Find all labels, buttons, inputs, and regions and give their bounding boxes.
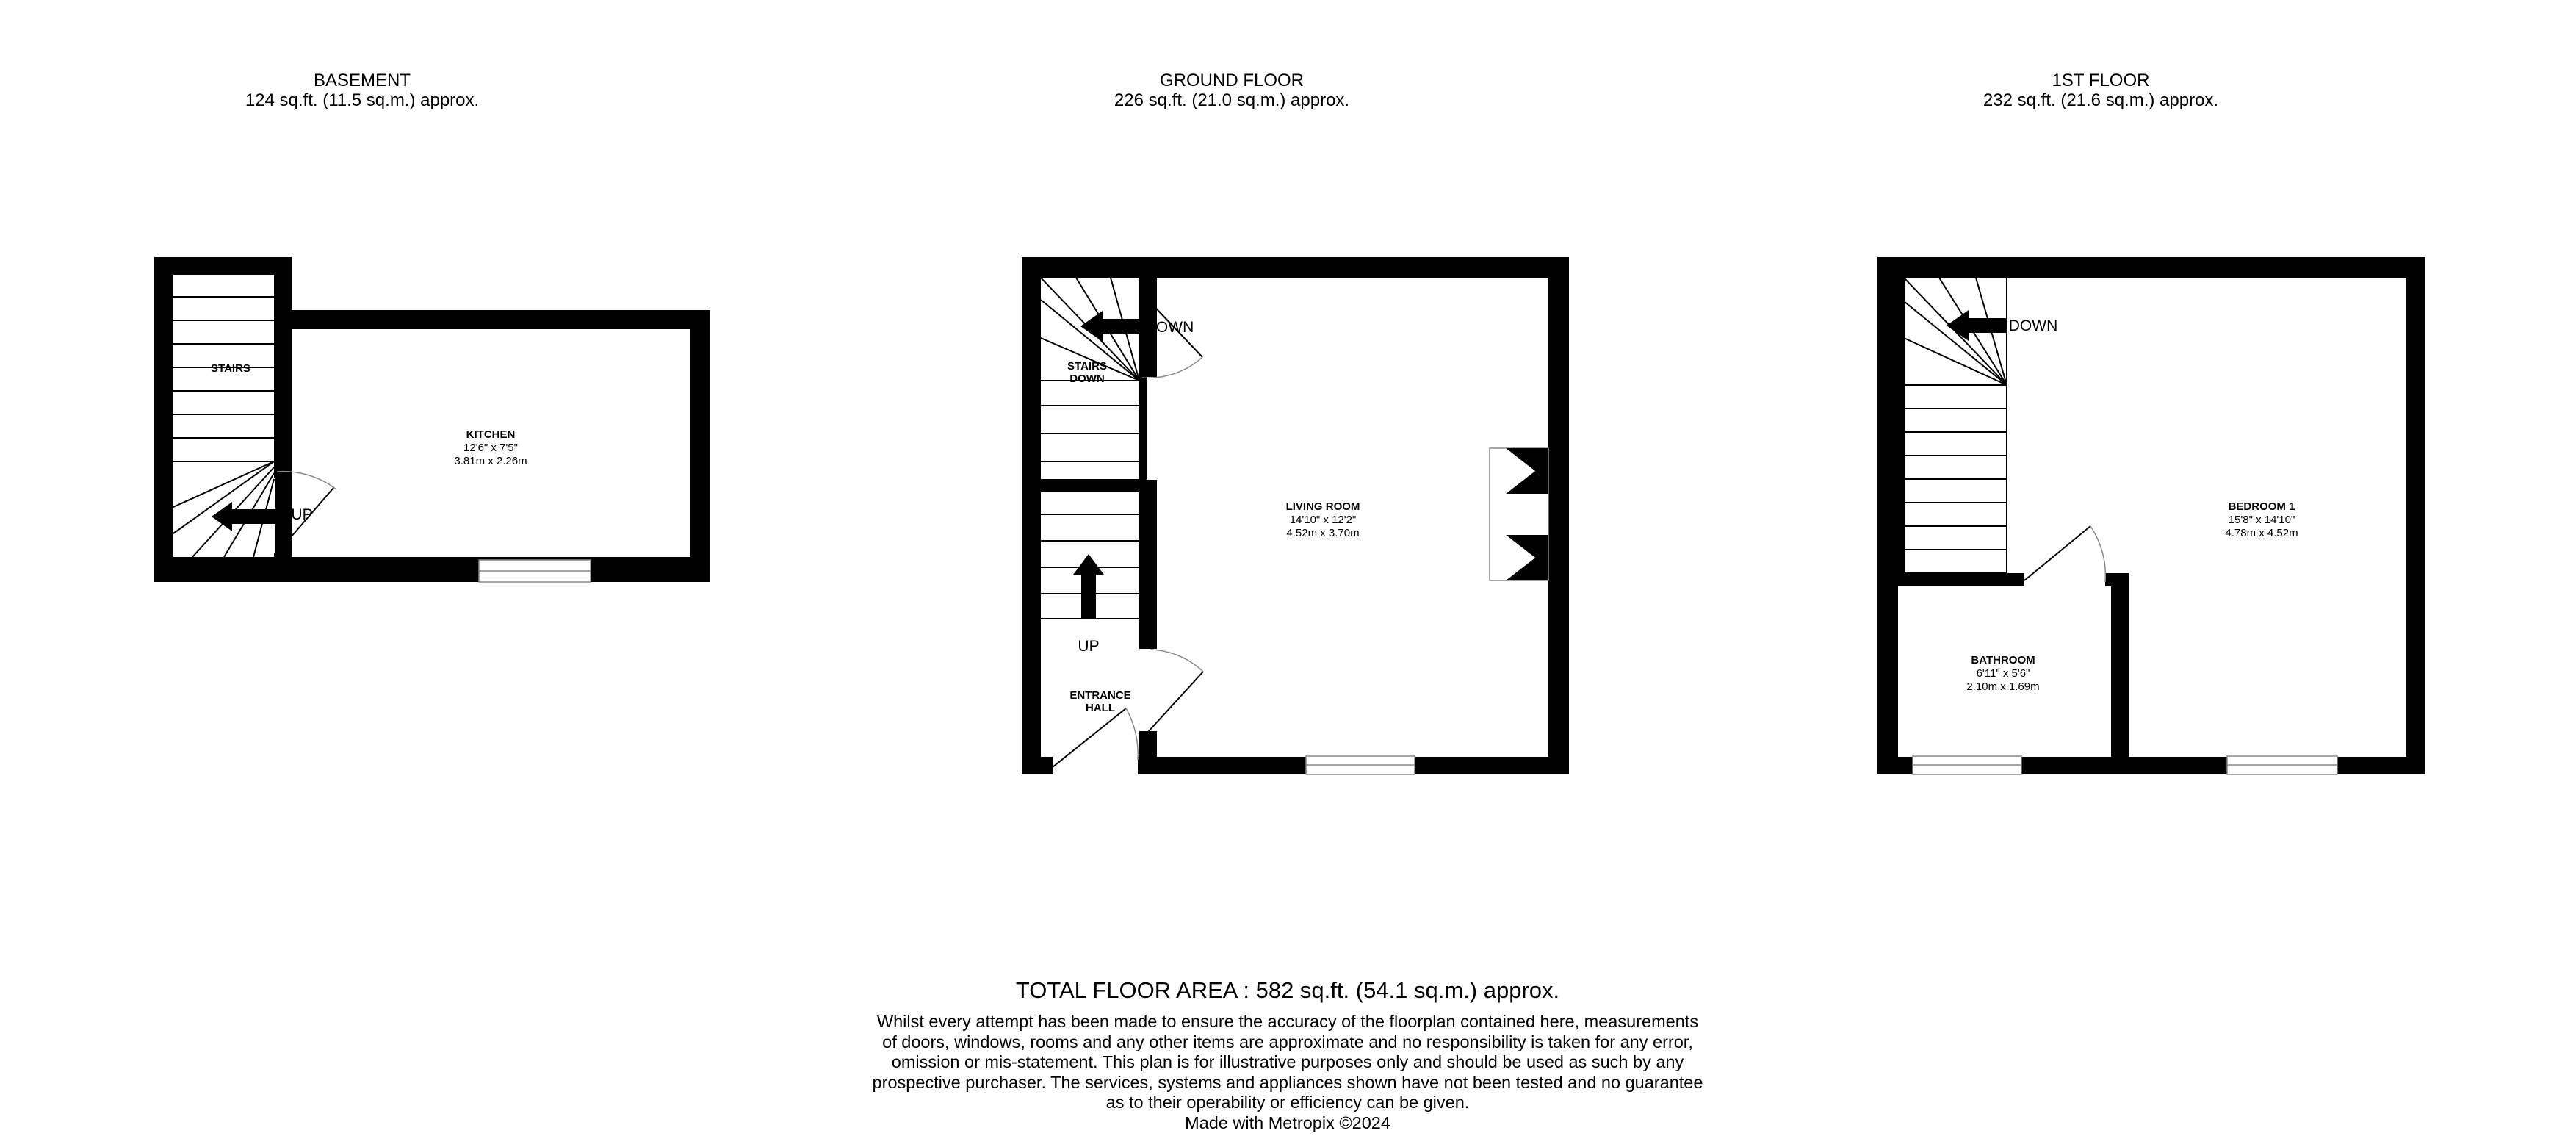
living-room-label: LIVING ROOM: [1285, 500, 1360, 513]
ground-floor-area: 226 sq.ft. (21.0 sq.m.) approx.: [1114, 90, 1350, 110]
gf-fireplace: [1490, 448, 1548, 580]
ground-floor-title: GROUND FLOOR: [1159, 71, 1304, 90]
ff-bedroom-door: [2024, 526, 2105, 582]
gf-living-door: [1148, 650, 1203, 732]
gf-stairs-label-line1: STAIRS: [1067, 360, 1107, 373]
disclaimer: [700, 1012, 1875, 1133]
ff-bathroom-wall: [2111, 573, 2129, 757]
basement-title: BASEMENT: [313, 71, 411, 90]
basement-plan: [154, 257, 710, 582]
bathroom-imperial: 6'11" x 5'6": [1976, 667, 2030, 680]
disclaimer-line: Whilst every attempt has been made to ensure the accuracy of the floorplan contained here, measurements: [876, 1012, 1699, 1031]
kitchen-metric: 3.81m x 2.26m: [454, 455, 527, 467]
disclaimer-line: prospective purchaser. The services, systems and appliances shown have not been tested and no guarantee: [872, 1072, 1703, 1092]
ff-bedroom-window: [2227, 756, 2337, 774]
ground-floor-plan: [1022, 257, 1569, 774]
gf-up-arrow-icon: [1073, 554, 1104, 619]
kitchen-label: KITCHEN: [466, 428, 516, 441]
entrance-hall-label-text: ENTRANCE: [1069, 689, 1131, 702]
bedroom-label: BEDROOM 1: [2228, 500, 2295, 513]
bathroom-metric: 2.10m x 1.69m: [1966, 680, 2040, 693]
basement-window: [479, 560, 591, 582]
gf-up-label: UP: [1078, 638, 1100, 655]
basement-stairs-label: STAIRS: [211, 362, 250, 375]
bedroom-imperial: 15'8" x 14'10": [2228, 514, 2295, 526]
disclaimer-line: of doors, windows, rooms and any other items are approximate and no responsibility is taken for any error,: [882, 1032, 1693, 1051]
gf-window: [1306, 756, 1415, 774]
living-room-imperial: 14'10" x 12'2": [1289, 514, 1357, 526]
entrance-hall-label: [1069, 689, 1130, 714]
gf-down-label: DOWN: [1144, 319, 1194, 336]
total-floor-area: TOTAL FLOOR AREA : 582 sq.ft. (54.1 sq.m.) approx.: [1015, 977, 1560, 1003]
gf-landing-wall: [1041, 479, 1147, 492]
gf-stairs-label-line1-line2: DOWN: [1069, 373, 1105, 385]
entrance-hall-label-text-line2: HALL: [1086, 702, 1115, 714]
bathroom-label: BATHROOM: [1971, 654, 2035, 666]
basement-area: 124 sq.ft. (11.5 sq.m.) approx.: [245, 90, 480, 110]
kitchen-imperial: 12'6" x 7'5": [463, 442, 518, 454]
basement-up-label: UP: [291, 506, 313, 523]
ff-bathroom-window: [1913, 756, 2021, 774]
bedroom-metric: 4.78m x 4.52m: [2225, 527, 2298, 539]
first-floor-walls: [1877, 257, 2425, 774]
gf-stairs-label: [1067, 360, 1107, 385]
disclaimer-line: omission or mis-statement. This plan is for illustrative purposes only and should be used as such by any: [891, 1052, 1684, 1071]
ff-landing-wall: [1898, 573, 2024, 586]
first-floor-title: 1ST FLOOR: [2052, 71, 2150, 90]
first-floor-plan: [1877, 257, 2425, 774]
first-floor-area: 232 sq.ft. (21.6 sq.m.) approx.: [1982, 90, 2219, 110]
gf-down-arrow-icon: [1080, 311, 1139, 342]
disclaimer-line: as to their operability or efficiency can be given.: [1105, 1093, 1470, 1112]
made-with-credit: Made with Metropix ©2024: [1185, 1112, 1390, 1132]
basement-partition: [274, 310, 292, 457]
living-room-metric: 4.52m x 3.70m: [1286, 527, 1360, 539]
ff-down-label: DOWN: [2008, 317, 2058, 334]
